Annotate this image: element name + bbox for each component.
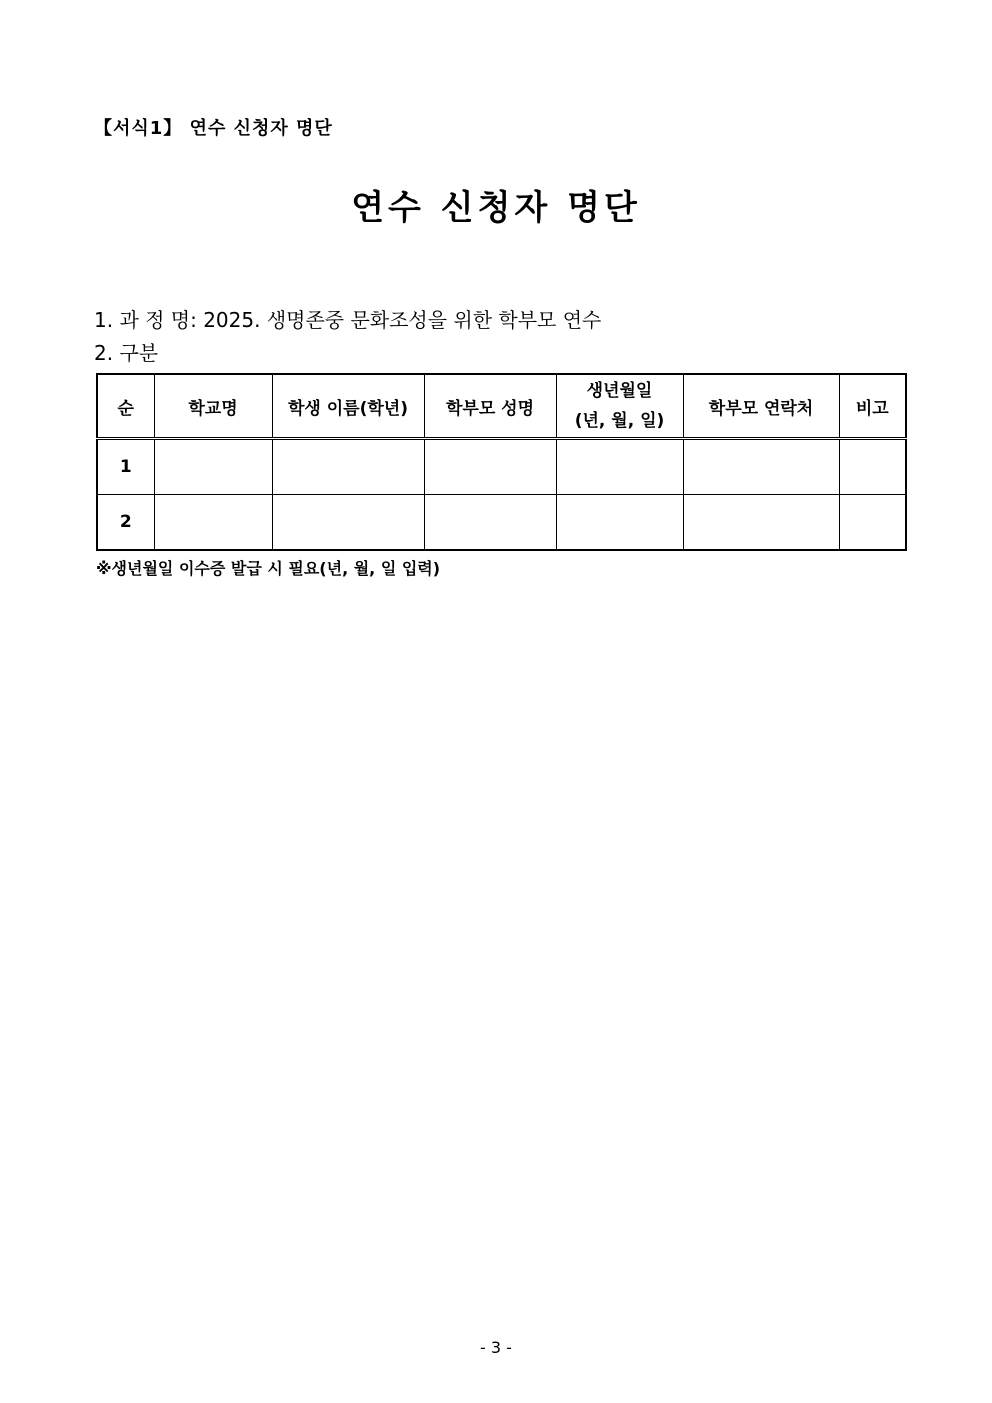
applicant-roster-table [96,373,907,551]
parent-cell[interactable] [424,495,556,551]
header-note: 비고 [839,374,906,439]
contact-cell[interactable] [683,495,839,551]
note-cell[interactable] [839,439,906,495]
header-birthdate [556,374,683,439]
row-number: 2 [97,495,154,551]
header-parent: 학부모 성명 [424,374,556,439]
document-title: 연수 신청자 명단 [351,188,641,228]
student-cell[interactable] [272,495,424,551]
birthdate-cell[interactable] [556,439,683,495]
parent-cell[interactable] [424,439,556,495]
student-cell[interactable] [272,439,424,495]
page-number: - 3 - [480,1338,512,1357]
header-school: 학교명 [154,374,272,439]
school-cell[interactable] [154,495,272,551]
header-birthdate-format: (년, 월, 일) [574,411,665,431]
school-cell[interactable] [154,439,272,495]
birthdate-cell[interactable] [556,495,683,551]
category-line: 2. 구분 [94,341,159,365]
table-header-row [97,374,906,439]
contact-cell[interactable] [683,439,839,495]
header-no: 순 [97,374,154,439]
row-number: 1 [97,439,154,495]
birthdate-footnote: ※생년월일 이수증 발급 시 필요(년, 월, 일 입력) [96,559,441,578]
note-cell[interactable] [839,495,906,551]
table-row [97,495,906,551]
header-student: 학생 이름(학년) [272,374,424,439]
course-name-line: 1. 과 정 명: 2025. 생명존중 문화조성을 위한 학부모 연수 [94,308,602,332]
form-label: 【서식1】 연수 신청자 명단 [94,118,333,139]
table-row [97,439,906,495]
header-birthdate-label: 생년월일 [586,381,653,401]
header-contact: 학부모 연락처 [683,374,839,439]
